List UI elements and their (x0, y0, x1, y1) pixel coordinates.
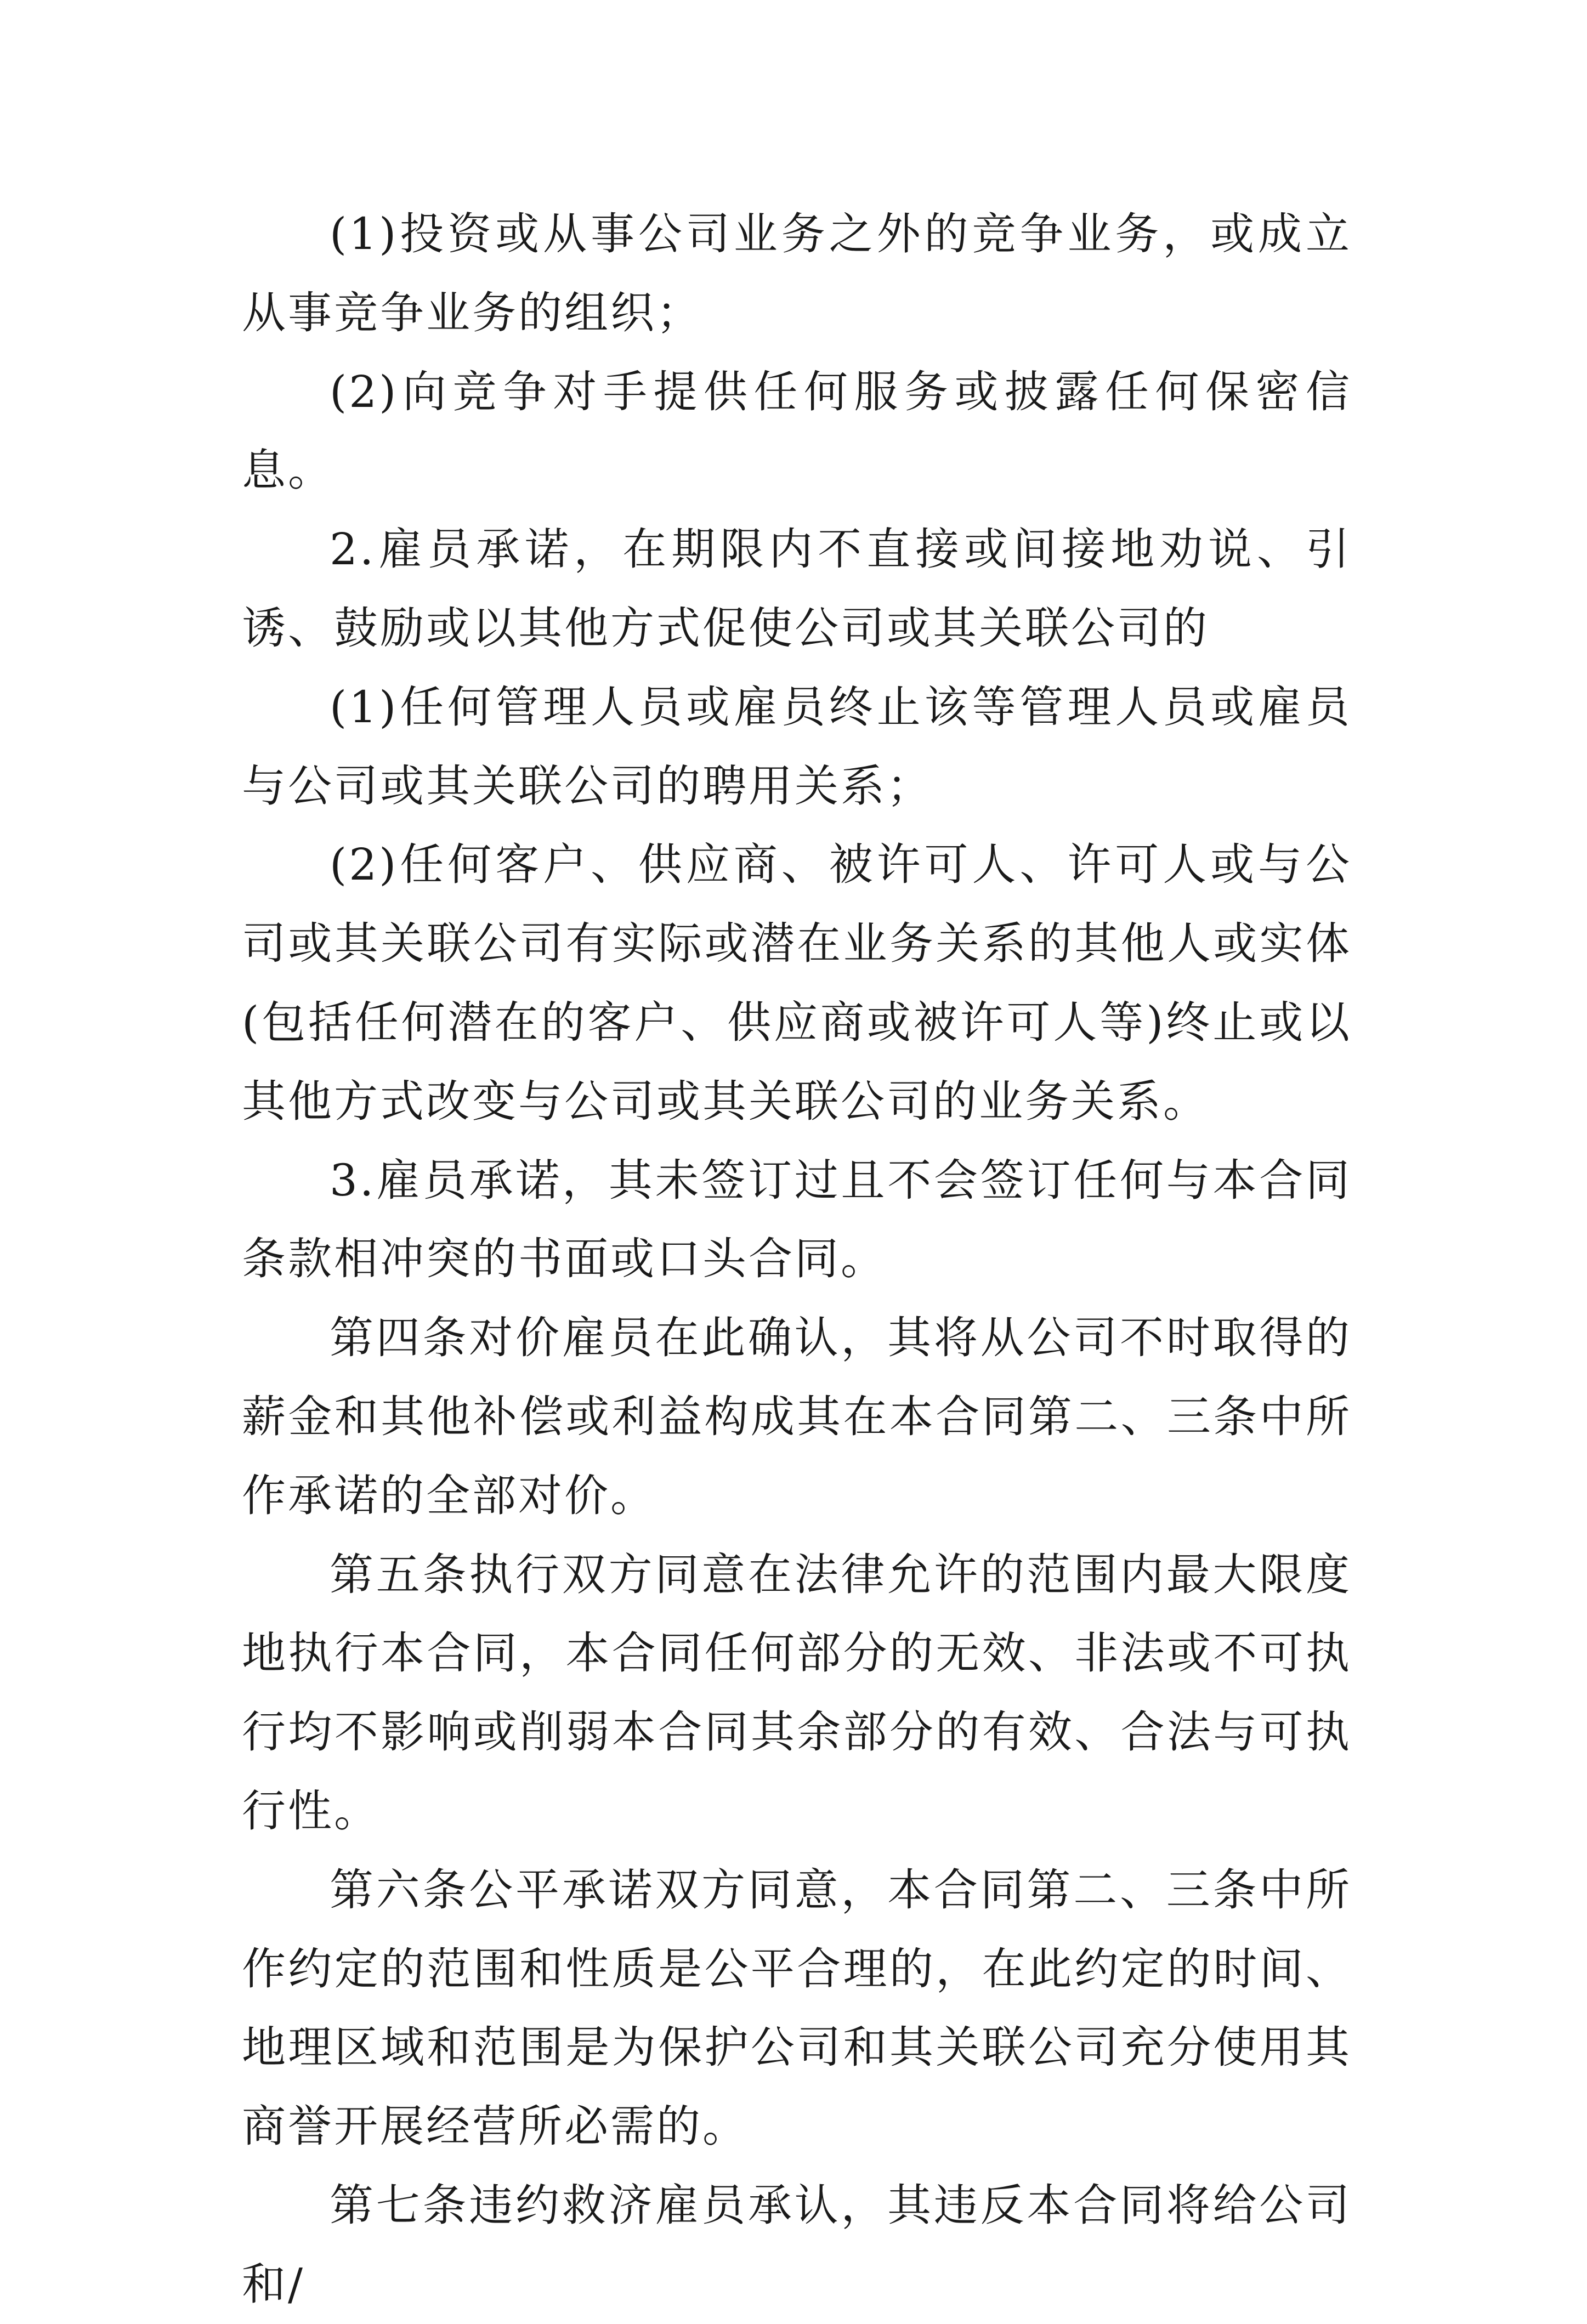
paragraph-article-5: 第五条执行双方同意在法律允许的范围内最大限度地执行本合同，本合同任何部分的无效、非法或不可执行均不影响或削弱本合同其余部分的有效、合法与可执行性。 (242, 1549, 1352, 1836)
paragraph-article-7: 第七条违约救济雇员承认，其违反本合同将给公司和/ (242, 2179, 1352, 2310)
paragraph-clause-2-item-2: (2)任何客户、供应商、被许可人、许可人或与公司或其关联公司有实际或潜在业务关系的其他人或实体(包括任何潜在的客户、供应商或被许可人等)终止或以其他方式改变与公司或其关联公司的业务关系。 (242, 839, 1352, 1127)
paragraph-clause-1-item-2: (2)向竞争对手提供任何服务或披露任何保密信息。 (242, 366, 1352, 496)
paragraph-clause-2: 2.雇员承诺，在期限内不直接或间接地劝说、引诱、鼓励或以其他方式促使公司或其关联公司的 (242, 524, 1352, 654)
paragraph-clause-3: 3.雇员承诺，其未签订过且不会签订任何与本合同条款相冲突的书面或口头合同。 (242, 1154, 1352, 1285)
paragraph-clause-1-item-1: (1)投资或从事公司业务之外的竞争业务，或成立从事竞争业务的组织； (242, 208, 1352, 338)
paragraph-clause-2-item-1: (1)任何管理人员或雇员终止该等管理人员或雇员与公司或其关联公司的聘用关系； (242, 681, 1352, 812)
document-body (242, 195, 1352, 2324)
paragraph-article-6: 第六条公平承诺双方同意，本合同第二、三条中所作约定的范围和性质是公平合理的，在此约定的时间、地理区域和范围是为保护公司和其关联公司充分使用其商誉开展经营所必需的。 (242, 1864, 1352, 2152)
paragraph-article-4: 第四条对价雇员在此确认，其将从公司不时取得的薪金和其他补偿或利益构成其在本合同第二、三条中所作承诺的全部对价。 (242, 1312, 1352, 1521)
